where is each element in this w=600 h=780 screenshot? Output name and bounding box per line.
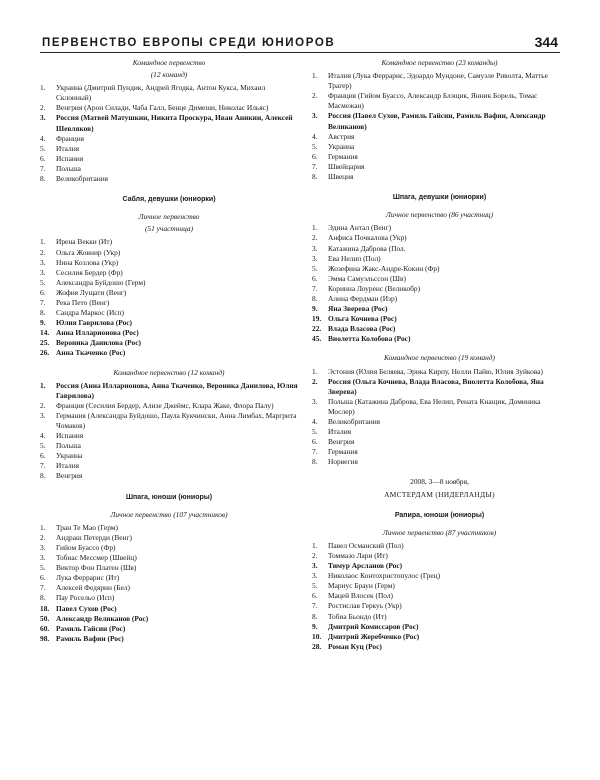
result-rank: 3. bbox=[312, 253, 318, 263]
result-item bbox=[312, 304, 567, 314]
result-text: Эдина Антал (Венг) bbox=[328, 223, 392, 233]
section-title: Шпага, юноши (юниоры) bbox=[125, 493, 213, 501]
result-text: Катажина Даброва (Пол. bbox=[328, 243, 406, 253]
result-item bbox=[40, 604, 298, 614]
result-item bbox=[312, 91, 567, 111]
result-text: Дмитрий Жеребченко (Рос) bbox=[328, 631, 420, 641]
result-rank: 3. bbox=[40, 113, 46, 123]
section-subtitle: Командное первенство (19 команд) bbox=[383, 353, 495, 363]
result-text: Юлия Гаврилова (Рос) bbox=[56, 318, 133, 328]
result-item bbox=[40, 543, 298, 553]
result-item bbox=[40, 174, 298, 184]
result-text: Жофия Лущати (Венг) bbox=[56, 287, 127, 297]
result-rank: 6. bbox=[312, 273, 318, 283]
result-item bbox=[312, 571, 567, 581]
result-item bbox=[40, 154, 298, 164]
result-item bbox=[40, 268, 298, 278]
result-item bbox=[312, 284, 567, 294]
result-list bbox=[312, 541, 567, 652]
result-text: Гийом Буассо (Фр) bbox=[56, 542, 116, 552]
result-item bbox=[312, 561, 567, 571]
result-rank: 7. bbox=[40, 297, 46, 307]
result-item bbox=[312, 264, 567, 274]
result-text: Анна Ткаченко (Рос) bbox=[56, 348, 126, 358]
result-item bbox=[40, 533, 298, 543]
result-item bbox=[312, 233, 567, 243]
result-rank: 50. bbox=[40, 613, 50, 623]
result-item bbox=[312, 437, 567, 447]
result-item bbox=[40, 144, 298, 154]
result-item bbox=[40, 288, 298, 298]
result-text: Андраш Петерди (Венг) bbox=[56, 532, 132, 542]
result-text: Венгрия bbox=[328, 437, 355, 447]
result-item bbox=[40, 441, 298, 451]
result-rank: 2. bbox=[40, 103, 46, 113]
result-item bbox=[312, 581, 567, 591]
result-text: Ева Нелип (Пол) bbox=[328, 253, 381, 263]
result-rank: 28. bbox=[312, 641, 322, 651]
result-list bbox=[40, 523, 298, 644]
result-item bbox=[40, 381, 298, 401]
result-item bbox=[312, 324, 567, 334]
result-text: Франция (Гийом Буассо, Александр Блэщик, Янник Борель, Томас Масмежан) bbox=[328, 91, 538, 111]
result-text: Польша bbox=[56, 163, 81, 173]
section-subtitle: Личное первенство (87 участников) bbox=[382, 527, 497, 537]
result-item bbox=[312, 612, 567, 622]
result-item bbox=[312, 132, 567, 142]
result-text: Италия bbox=[328, 427, 352, 437]
result-rank: 1. bbox=[312, 540, 318, 550]
result-text: Николаос Контохристопулос (Грец) bbox=[328, 571, 441, 581]
result-rank: 5. bbox=[312, 581, 318, 591]
result-rank: 5. bbox=[40, 143, 46, 153]
result-text: Россия (Ольга Кочнева, Влада Власова, Виолетта Колобова, Яна Зверева) bbox=[328, 376, 544, 396]
result-rank: 5. bbox=[312, 263, 318, 273]
result-item bbox=[40, 624, 298, 634]
result-item bbox=[40, 563, 298, 573]
result-rank: 3. bbox=[40, 553, 46, 563]
result-text: Ирена Векки (Ит) bbox=[56, 237, 113, 247]
result-item bbox=[40, 338, 298, 348]
result-text: Александр Великанов (Рос) bbox=[56, 613, 149, 623]
page-number: 344 bbox=[534, 34, 558, 50]
result-item bbox=[40, 113, 298, 133]
section-count: (51 участница) bbox=[144, 224, 194, 234]
result-item bbox=[40, 614, 298, 624]
result-text: Павел Сухов (Рос) bbox=[56, 603, 117, 613]
result-rank: 4. bbox=[40, 133, 46, 143]
section-subtitle: Личное первенство (107 участников) bbox=[110, 509, 228, 519]
result-rank: 6. bbox=[312, 591, 318, 601]
result-text: Великобритания bbox=[56, 174, 109, 184]
result-item bbox=[312, 427, 567, 437]
result-item bbox=[40, 593, 298, 603]
result-text: Италия (Лука Феррарис, Эдоардо Мундоне, Самуэле Риволта, Маттье Трагер) bbox=[328, 71, 548, 91]
result-item bbox=[312, 397, 567, 417]
left-column bbox=[40, 58, 298, 644]
section-title: Сабля, девушки (юниорки) bbox=[122, 196, 216, 204]
result-text: Австрия bbox=[328, 131, 355, 141]
section-subtitle: Командное первенство (12 команд) bbox=[113, 367, 225, 377]
result-text: Сесилия Бердер (Фр) bbox=[56, 267, 123, 277]
result-rank: 3. bbox=[312, 243, 318, 253]
result-item bbox=[312, 601, 567, 611]
result-text: Франция (Сесилия Бердер, Ализе Джеймс, Клара Жаке, Флора Палу) bbox=[56, 400, 274, 410]
result-item bbox=[40, 164, 298, 174]
section-subtitle: Командное первенство (23 команды) bbox=[381, 58, 498, 67]
result-text: Германия bbox=[328, 447, 358, 457]
result-item bbox=[40, 348, 298, 358]
result-rank: 6. bbox=[40, 451, 46, 461]
result-list bbox=[40, 381, 298, 482]
result-rank: 8. bbox=[40, 308, 46, 318]
result-text: Россия (Матвей Матушкин, Никита Проскура, Иван Аникин, Алексей Шевляков) bbox=[56, 113, 293, 133]
result-item bbox=[40, 308, 298, 318]
section-title: Шпага, девушки (юниорки) bbox=[392, 194, 487, 202]
result-item bbox=[40, 583, 298, 593]
result-text: Украина bbox=[56, 451, 83, 461]
result-item bbox=[40, 258, 298, 268]
result-item bbox=[40, 248, 298, 258]
result-list bbox=[312, 367, 567, 468]
result-item bbox=[312, 642, 567, 652]
result-item bbox=[40, 634, 298, 644]
result-rank: 1. bbox=[40, 522, 46, 532]
result-text: Тобиа Бьондо (Ит) bbox=[328, 611, 387, 621]
result-rank: 5. bbox=[40, 441, 46, 451]
result-rank: 8. bbox=[312, 457, 318, 467]
result-text: Анфиса Почкалова (Укр) bbox=[328, 233, 407, 243]
result-item bbox=[40, 103, 298, 113]
result-text: Коринна Лоуренс (Великобр) bbox=[328, 283, 421, 293]
result-rank: 4. bbox=[312, 417, 318, 426]
result-text: Польша bbox=[56, 441, 81, 451]
result-text: Испания bbox=[56, 153, 84, 163]
result-item bbox=[312, 274, 567, 284]
result-item bbox=[40, 431, 298, 441]
result-rank: 1. bbox=[40, 83, 46, 93]
right-column bbox=[312, 58, 567, 652]
result-item bbox=[312, 162, 567, 172]
section-subtitle: Личное первенство (86 участниц) bbox=[385, 210, 494, 220]
result-item bbox=[312, 377, 567, 397]
result-rank: 6. bbox=[40, 287, 46, 297]
result-item bbox=[40, 278, 298, 288]
result-text: Мацей Влосек (Пол) bbox=[328, 591, 394, 601]
result-text: Италия bbox=[56, 461, 80, 471]
result-rank: 26. bbox=[40, 348, 50, 358]
result-text: Сандра Маркос (Исп) bbox=[56, 308, 125, 318]
result-rank: 5. bbox=[40, 277, 46, 287]
result-rank: 3. bbox=[312, 111, 318, 121]
result-text: Роман Куц (Рос) bbox=[328, 641, 382, 651]
result-rank: 14. bbox=[40, 328, 50, 338]
result-rank: 8. bbox=[40, 471, 46, 481]
result-text: Франция bbox=[56, 133, 85, 143]
result-rank: 2. bbox=[40, 247, 46, 257]
result-text: Павел Османский (Пол) bbox=[328, 540, 404, 550]
result-rank: 1. bbox=[312, 366, 318, 376]
result-rank: 7. bbox=[40, 163, 46, 173]
result-rank: 4. bbox=[312, 131, 318, 141]
result-item bbox=[312, 111, 567, 131]
result-rank: 7. bbox=[40, 461, 46, 471]
result-rank: 6. bbox=[312, 151, 318, 161]
result-text: Ольга Жовнир (Укр) bbox=[56, 247, 121, 257]
result-item bbox=[312, 244, 567, 254]
result-item bbox=[40, 471, 298, 481]
result-rank: 3. bbox=[40, 257, 46, 267]
result-item bbox=[40, 573, 298, 583]
result-text: Нина Козлова (Укр) bbox=[56, 257, 119, 267]
section-subtitle: Командное первенство bbox=[132, 58, 206, 67]
result-rank: 7. bbox=[312, 161, 318, 171]
result-item bbox=[40, 237, 298, 247]
result-item bbox=[40, 328, 298, 338]
result-item bbox=[312, 447, 567, 457]
result-item bbox=[312, 172, 567, 182]
result-rank: 2. bbox=[312, 91, 318, 101]
result-item bbox=[40, 553, 298, 563]
result-text: Рамиль Гайсин (Рос) bbox=[56, 623, 126, 633]
result-item bbox=[40, 318, 298, 328]
result-text: Жозефина Жакс-Андре-Кокин (Фр) bbox=[328, 263, 440, 273]
result-rank: 3. bbox=[312, 561, 318, 571]
result-list bbox=[312, 223, 567, 344]
result-rank: 1. bbox=[312, 71, 318, 81]
result-rank: 18. bbox=[40, 603, 50, 613]
result-text: Испания bbox=[56, 431, 84, 441]
result-rank: 4. bbox=[40, 431, 46, 441]
result-item bbox=[312, 417, 567, 427]
result-text: Венгрия (Арон Силади, Чаба Галл, Бенце Димеши, Николас Ильяс) bbox=[56, 103, 269, 113]
result-text: Вероника Данилова (Рос) bbox=[56, 338, 141, 348]
result-text: Алексей Федярин (Бел) bbox=[56, 583, 130, 593]
result-rank: 2. bbox=[312, 376, 318, 386]
result-text: Украина bbox=[328, 141, 355, 151]
section-subtitle: Личное первенство bbox=[138, 212, 200, 222]
result-text: Тобиас Мессмер (Швейц) bbox=[56, 553, 137, 563]
result-rank: 8. bbox=[40, 174, 46, 184]
result-item bbox=[312, 71, 567, 91]
result-item bbox=[312, 367, 567, 377]
result-text: Яна Зверева (Рос) bbox=[328, 304, 388, 314]
result-rank: 8. bbox=[312, 293, 318, 303]
result-text: Мариус Браун (Герм) bbox=[328, 581, 395, 591]
result-item bbox=[312, 334, 567, 344]
result-rank: 3. bbox=[40, 410, 46, 420]
result-text: Великобритания bbox=[328, 417, 381, 426]
result-text: Пау Росельо (Исп) bbox=[56, 593, 115, 603]
result-item bbox=[312, 551, 567, 561]
result-list bbox=[40, 83, 298, 184]
result-rank: 6. bbox=[312, 437, 318, 447]
result-item bbox=[312, 314, 567, 324]
result-rank: 10. bbox=[312, 631, 322, 641]
result-rank: 45. bbox=[312, 334, 322, 344]
venue-date: 2008, 3—8 ноября, bbox=[410, 477, 469, 487]
result-text: Томмазо Лари (Ит) bbox=[328, 550, 388, 560]
result-list bbox=[40, 237, 298, 358]
result-item bbox=[312, 142, 567, 152]
result-rank: 6. bbox=[40, 573, 46, 583]
result-item bbox=[312, 541, 567, 551]
result-rank: 3. bbox=[40, 542, 46, 552]
result-rank: 3. bbox=[312, 571, 318, 581]
result-item bbox=[312, 591, 567, 601]
result-text: Россия (Павел Сухов, Рамиль Гайсин, Рамиль Вафин, Александр Великанов) bbox=[328, 111, 546, 131]
result-rank: 6. bbox=[40, 153, 46, 163]
result-text: Швеция bbox=[328, 172, 354, 182]
result-item bbox=[40, 134, 298, 144]
result-rank: 2. bbox=[40, 532, 46, 542]
result-text: Ольга Кочнева (Рос) bbox=[328, 314, 397, 324]
result-text: Германия (Александра Буйдошо, Паула Кукчински, Анна Лимбах, Маргрита Чомаков) bbox=[56, 410, 297, 430]
result-text: Швейцария bbox=[328, 161, 365, 171]
venue-place: АМСТЕРДАМ (НИДЕРЛАНДЫ) bbox=[384, 489, 495, 499]
result-item bbox=[40, 451, 298, 461]
section-title: Рапира, юноши (юниоры) bbox=[394, 511, 485, 519]
result-text: Рамиль Вафин (Рос) bbox=[56, 633, 124, 643]
result-rank: 9. bbox=[312, 621, 318, 631]
result-rank: 8. bbox=[312, 172, 318, 182]
result-rank: 5. bbox=[312, 427, 318, 437]
result-rank: 2. bbox=[312, 233, 318, 243]
result-rank: 25. bbox=[40, 338, 50, 348]
result-rank: 1. bbox=[40, 237, 46, 247]
result-rank: 5. bbox=[40, 563, 46, 573]
result-text: Тимур Арсланов (Рос) bbox=[328, 561, 403, 571]
result-rank: 60. bbox=[40, 623, 50, 633]
result-rank: 2. bbox=[40, 400, 46, 410]
result-text: Ростислав Геркуь (Укр) bbox=[328, 601, 402, 611]
result-text: Германия bbox=[328, 151, 358, 161]
result-text: Украина (Дмитрий Пундик, Андрей Ягодка, Антон Кукса, Михаил Склонный) bbox=[56, 83, 266, 103]
result-rank: 19. bbox=[312, 314, 322, 324]
result-rank: 5. bbox=[312, 141, 318, 151]
result-text: Алина Фердман (Изр) bbox=[328, 293, 398, 303]
result-text: Эстония (Юлия Беляева, Эрика Кирпу, Нелли Пайю, Юлия Зуйкова) bbox=[328, 366, 543, 376]
result-rank: 9. bbox=[312, 304, 318, 314]
result-text: Венгрия bbox=[56, 471, 83, 481]
result-item bbox=[312, 152, 567, 162]
result-text: Эмма Самуэльссон (Шв) bbox=[328, 273, 406, 283]
result-text: Дмитрий Комиссаров (Рос) bbox=[328, 621, 419, 631]
result-text: Россия (Анна Илларионова, Анна Ткаченко, Вероника Данилова, Юлия Гаврилова) bbox=[56, 380, 298, 400]
result-item bbox=[312, 632, 567, 642]
result-rank: 98. bbox=[40, 633, 50, 643]
result-text: Река Пето (Венг) bbox=[56, 297, 110, 307]
result-rank: 8. bbox=[312, 611, 318, 621]
result-text: Тран Те Мао (Герм) bbox=[56, 522, 118, 532]
result-rank: 7. bbox=[40, 583, 46, 593]
result-item bbox=[312, 457, 567, 467]
result-item bbox=[40, 523, 298, 533]
result-rank: 2. bbox=[312, 550, 318, 560]
result-text: Виктор Фон Платен (Шв) bbox=[56, 563, 137, 573]
result-text: Влада Власова (Рос) bbox=[328, 324, 396, 334]
result-text: Италия bbox=[56, 143, 80, 153]
result-rank: 7. bbox=[312, 447, 318, 457]
result-item bbox=[40, 461, 298, 471]
result-rank: 7. bbox=[312, 601, 318, 611]
result-rank: 1. bbox=[40, 380, 46, 390]
result-item bbox=[40, 411, 298, 431]
result-text: Александра Буйдошо (Герм) bbox=[56, 277, 146, 287]
result-rank: 1. bbox=[312, 223, 318, 233]
result-item bbox=[312, 223, 567, 233]
result-text: Норвегия bbox=[328, 457, 358, 467]
result-item bbox=[40, 401, 298, 411]
result-rank: 22. bbox=[312, 324, 322, 334]
result-text: Виолетта Колобова (Рос) bbox=[328, 334, 411, 344]
result-item bbox=[40, 298, 298, 308]
result-text: Лука Феррарис (Ит) bbox=[56, 573, 120, 583]
result-text: Польша (Катажина Даброва, Ева Нелип, Рената Кнащик, Доминика Мослер) bbox=[328, 396, 541, 416]
result-rank: 3. bbox=[40, 267, 46, 277]
result-text: Анна Илларионова (Рос) bbox=[56, 328, 139, 338]
result-item bbox=[312, 254, 567, 264]
result-item bbox=[312, 294, 567, 304]
result-item bbox=[40, 83, 298, 103]
result-item bbox=[312, 622, 567, 632]
page-title: ПЕРВЕНСТВО ЕВРОПЫ СРЕДИ ЮНИОРОВ bbox=[42, 37, 336, 49]
result-list bbox=[312, 71, 567, 182]
result-rank: 7. bbox=[312, 283, 318, 293]
result-rank: 3. bbox=[312, 396, 318, 406]
section-count: (12 команд) bbox=[150, 70, 188, 80]
result-rank: 9. bbox=[40, 318, 46, 328]
result-rank: 8. bbox=[40, 593, 46, 603]
page-header bbox=[40, 30, 560, 53]
